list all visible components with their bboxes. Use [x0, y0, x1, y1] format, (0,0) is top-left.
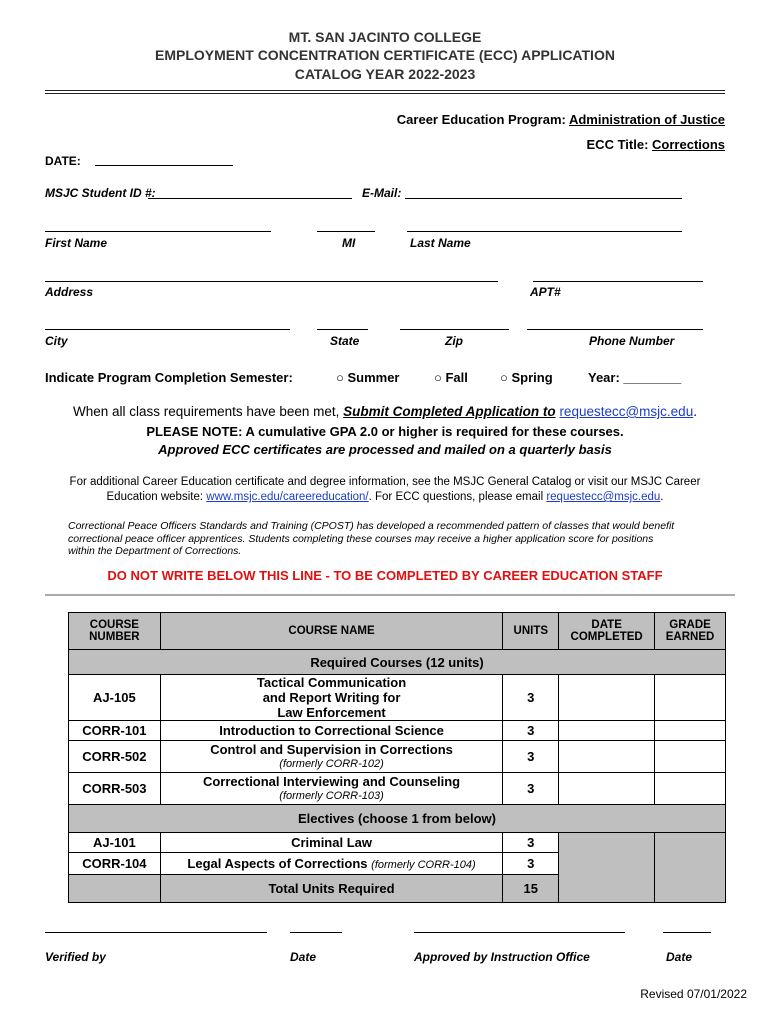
semester-label: Indicate Program Completion Semester: [45, 370, 293, 385]
phone-label: Phone Number [589, 334, 675, 348]
course-name-cell [160, 853, 503, 875]
zip-field[interactable] [400, 329, 509, 330]
col-grade-earned: GRADE EARNED [655, 613, 726, 650]
electives-section-label: Electives (choose 1 from below) [69, 805, 726, 833]
grade-earned-cell[interactable] [655, 741, 726, 773]
verified-date-label: Date [290, 950, 317, 964]
address-label: Address [45, 285, 94, 299]
revised-date: Revised 07/01/2022 [640, 987, 747, 1001]
course-name: Control and Supervision in Corrections [210, 741, 453, 757]
date-field[interactable] [95, 165, 233, 166]
course-former-number: (formerly CORR-103) [279, 789, 384, 802]
mi-label: MI [342, 236, 356, 250]
verified-by-field[interactable] [45, 932, 267, 933]
grade-earned-blank [655, 833, 726, 903]
cpost-note [68, 520, 738, 558]
course-name: Criminal Law [160, 833, 503, 853]
cpost-line: Correctional Peace Officers Standards and Training (CPOST) has developed a recommended pattern of classes that would benefit [68, 520, 675, 532]
mi-field[interactable] [317, 231, 375, 232]
last-name-label: Last Name [410, 236, 471, 250]
submit-email-link[interactable]: requestecc@msjc.edu [559, 404, 694, 419]
table-row [69, 675, 726, 721]
course-name: Legal Aspects of Corrections [187, 856, 368, 871]
address-field[interactable] [45, 281, 498, 282]
course-name-cell [160, 741, 503, 773]
staff-only-warning: DO NOT WRITE BELOW THIS LINE - TO BE COMPLETED BY CAREER EDUCATION STAFF [107, 568, 663, 583]
total-units: 15 [503, 875, 559, 903]
submit-instructions: When all class requirements have been met, Submit Completed Application to requestecc@msjc.edu. [73, 404, 697, 419]
course-number: CORR-101 [69, 721, 161, 741]
grade-earned-cell[interactable] [655, 773, 726, 805]
submit-prefix: When all class requirements have been met, [73, 404, 340, 419]
table-row [69, 741, 726, 773]
student-id-label: MSJC Student ID #: [45, 186, 156, 200]
course-number: CORR-502 [69, 741, 161, 773]
table-header-row [69, 613, 726, 650]
phone-field[interactable] [527, 329, 703, 330]
college-name: MT. SAN JACINTO COLLEGE [288, 29, 482, 45]
state-label: State [330, 334, 360, 348]
year-field[interactable]: Year: ________ [588, 370, 682, 385]
date-completed-cell[interactable] [559, 773, 655, 805]
course-units: 3 [503, 853, 559, 875]
course-name: Introduction to Correctional Science [160, 721, 503, 741]
approved-date-label: Date [666, 950, 693, 964]
program-value: Administration of Justice [568, 112, 725, 127]
ecc-title-value: Corrections [652, 137, 725, 152]
program-label: Career Education Program: [396, 112, 566, 127]
col-units: UNITS [503, 613, 559, 650]
course-units: 3 [503, 773, 559, 805]
grade-earned-cell[interactable] [655, 721, 726, 741]
submit-action: Submit Completed Application to [343, 404, 556, 419]
zip-label: Zip [445, 334, 463, 348]
course-units: 3 [503, 675, 559, 721]
course-number: AJ-101 [69, 833, 161, 853]
electives-section-row [69, 805, 726, 833]
form-title: EMPLOYMENT CONCENTRATION CERTIFICATE (ECC) APPLICATION [155, 47, 615, 63]
grade-earned-cell[interactable] [655, 675, 726, 721]
table-row [69, 773, 726, 805]
total-blank [69, 875, 161, 903]
state-field[interactable] [317, 329, 368, 330]
ecc-title-line [587, 137, 725, 152]
date-completed-cell[interactable] [559, 721, 655, 741]
ecc-title-label: ECC Title: [586, 137, 649, 152]
first-name-field[interactable] [45, 231, 271, 232]
course-number: CORR-104 [69, 853, 161, 875]
approved-by-label: Approved by Instruction Office [414, 950, 590, 964]
course-name: Tactical Communication and Report Writing for Law Enforcement [160, 675, 503, 721]
processing-note: Approved ECC certificates are processed and mailed on a quarterly basis [158, 442, 612, 457]
approved-by-field[interactable] [414, 932, 625, 933]
first-name-label: First Name [45, 236, 108, 250]
col-course-number: COURSE NUMBER [69, 613, 161, 650]
info-line-2: Education website: www.msjc.edu/careereducation/. For ECC questions, please email requestecc@msjc.edu. [106, 491, 664, 503]
required-section-label: Required Courses (12 units) [69, 650, 726, 675]
info-email-link[interactable]: requestecc@msjc.edu [546, 491, 661, 503]
course-name: Correctional Interviewing and Counseling [202, 773, 461, 789]
table-row [69, 833, 726, 853]
course-table [68, 612, 726, 903]
course-former-number: (formerly CORR-104) [371, 859, 476, 871]
date-completed-cell[interactable] [559, 741, 655, 773]
catalog-year: CATALOG YEAR 2022-2023 [294, 66, 476, 82]
info-email-prefix: . For ECC questions, please email [368, 491, 544, 503]
email-field[interactable] [405, 198, 682, 199]
semester-option-fall[interactable]: ○ Fall [434, 370, 468, 385]
course-units: 3 [503, 721, 559, 741]
cpost-line: correctional peace officer apprentices. Students completing these courses may receive a higher application score for positions [68, 532, 654, 545]
city-field[interactable] [45, 329, 290, 330]
gpa-note: PLEASE NOTE: A cumulative GPA 2.0 or higher is required for these courses. [146, 424, 624, 439]
header-rule-bottom [45, 93, 725, 94]
date-label: DATE: [45, 154, 81, 168]
last-name-field[interactable] [407, 231, 682, 232]
apt-field[interactable] [533, 281, 703, 282]
date-completed-blank [559, 833, 655, 903]
total-label: Total Units Required [160, 875, 503, 903]
semester-option-summer[interactable]: ○ Summer [336, 370, 400, 385]
cpost-line: within the Department of Corrections. [68, 545, 242, 557]
verified-date-field[interactable] [290, 932, 342, 933]
email-label: E-Mail: [362, 186, 402, 200]
info-line-1: For additional Career Education certificate and degree information, see the MSJC General Catalog or visit our MSJC Career [69, 476, 701, 488]
course-number: CORR-503 [69, 773, 161, 805]
careereducation-link[interactable]: www.msjc.edu/careereducation/ [206, 491, 369, 503]
col-date-completed: DATE COMPLETED [559, 613, 655, 650]
course-units: 3 [503, 741, 559, 773]
col-course-name: COURSE NAME [160, 613, 503, 650]
semester-option-spring[interactable]: ○ Spring [500, 370, 553, 385]
city-label: City [45, 334, 68, 348]
table-row [69, 721, 726, 741]
date-completed-cell[interactable] [559, 675, 655, 721]
apt-label: APT# [530, 285, 561, 299]
header-rule-top [45, 90, 725, 91]
course-name-cell [160, 773, 503, 805]
required-section-row [69, 650, 726, 675]
info-website-prefix: Education website: [106, 491, 204, 503]
student-id-field[interactable] [148, 198, 352, 199]
program-line [397, 112, 725, 127]
course-former-number: (formerly CORR-102) [279, 757, 384, 770]
course-units: 3 [503, 833, 559, 853]
verified-by-label: Verified by [45, 950, 106, 964]
approved-date-field[interactable] [663, 932, 711, 933]
staff-divider [45, 594, 735, 596]
course-number: AJ-105 [69, 675, 161, 721]
